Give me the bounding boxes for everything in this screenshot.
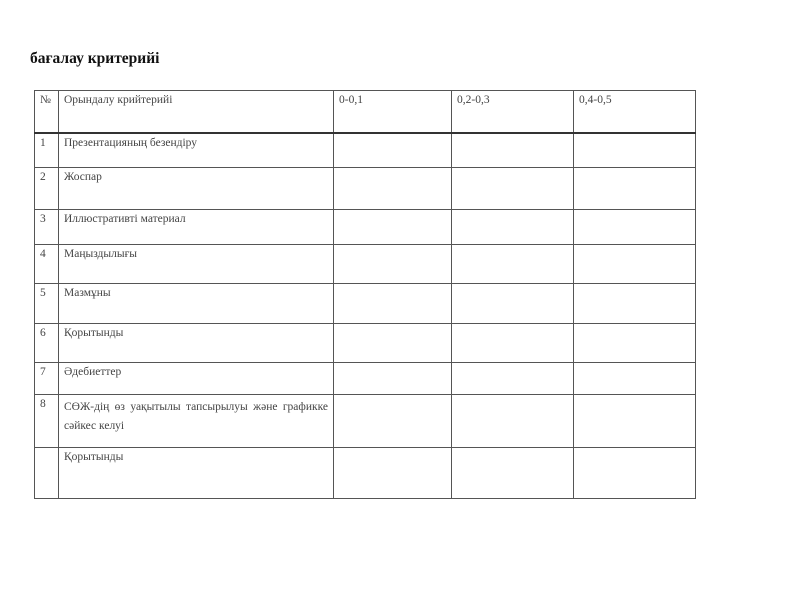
row-number: 6	[35, 324, 59, 363]
table-row	[35, 284, 696, 324]
row-number: 4	[35, 245, 59, 284]
score-cell[interactable]	[452, 168, 574, 210]
score-cell[interactable]	[334, 168, 452, 210]
score-cell[interactable]	[334, 324, 452, 363]
score-cell[interactable]	[452, 395, 574, 448]
table-row	[35, 133, 696, 168]
table-row	[35, 395, 696, 448]
row-criterion: Иллюстративті материал	[59, 210, 334, 245]
table-row	[35, 210, 696, 245]
row-criterion: СӨЖ-дің өз уақытылы тапсырылуы және графикке сәйкес келуі	[59, 395, 334, 448]
score-cell[interactable]	[452, 245, 574, 284]
row-number	[35, 448, 59, 499]
score-cell[interactable]	[574, 395, 696, 448]
score-cell[interactable]	[574, 133, 696, 168]
score-cell[interactable]	[574, 284, 696, 324]
row-number: 1	[35, 133, 59, 168]
row-criterion: Презентацияның безендіру	[59, 133, 334, 168]
score-cell[interactable]	[334, 363, 452, 395]
row-criterion: Мазмұны	[59, 284, 334, 324]
score-cell[interactable]	[452, 363, 574, 395]
table-row	[35, 324, 696, 363]
row-number: 3	[35, 210, 59, 245]
table-row	[35, 363, 696, 395]
row-number: 2	[35, 168, 59, 210]
score-cell[interactable]	[452, 284, 574, 324]
page-title: бағалау критерийі	[30, 50, 160, 67]
row-criterion: Қорытынды	[59, 324, 334, 363]
score-cell[interactable]	[452, 324, 574, 363]
row-number: 8	[35, 395, 59, 448]
score-cell[interactable]	[334, 133, 452, 168]
header-score-high: 0,4-0,5	[574, 91, 696, 133]
header-score-mid: 0,2-0,3	[452, 91, 574, 133]
score-cell[interactable]	[452, 133, 574, 168]
table-header-row	[35, 91, 696, 133]
score-cell[interactable]	[574, 448, 696, 499]
row-criterion: Әдебиеттер	[59, 363, 334, 395]
score-cell[interactable]	[334, 448, 452, 499]
table-row	[35, 168, 696, 210]
row-criterion: Қорытынды	[59, 448, 334, 499]
row-number: 5	[35, 284, 59, 324]
score-cell[interactable]	[574, 245, 696, 284]
score-cell[interactable]	[334, 245, 452, 284]
header-score-low: 0-0,1	[334, 91, 452, 133]
score-cell[interactable]	[574, 210, 696, 245]
header-number: №	[35, 91, 59, 133]
score-cell[interactable]	[452, 448, 574, 499]
score-cell[interactable]	[574, 363, 696, 395]
row-criterion: Жоспар	[59, 168, 334, 210]
row-number: 7	[35, 363, 59, 395]
table-row	[35, 245, 696, 284]
row-criterion: Маңыздылығы	[59, 245, 334, 284]
score-cell[interactable]	[334, 284, 452, 324]
score-cell[interactable]	[334, 210, 452, 245]
header-criterion: Орындалу крийтерийі	[59, 91, 334, 133]
score-cell[interactable]	[334, 395, 452, 448]
criteria-table	[34, 90, 696, 499]
score-cell[interactable]	[574, 324, 696, 363]
score-cell[interactable]	[574, 168, 696, 210]
score-cell[interactable]	[452, 210, 574, 245]
table-row-total	[35, 448, 696, 499]
